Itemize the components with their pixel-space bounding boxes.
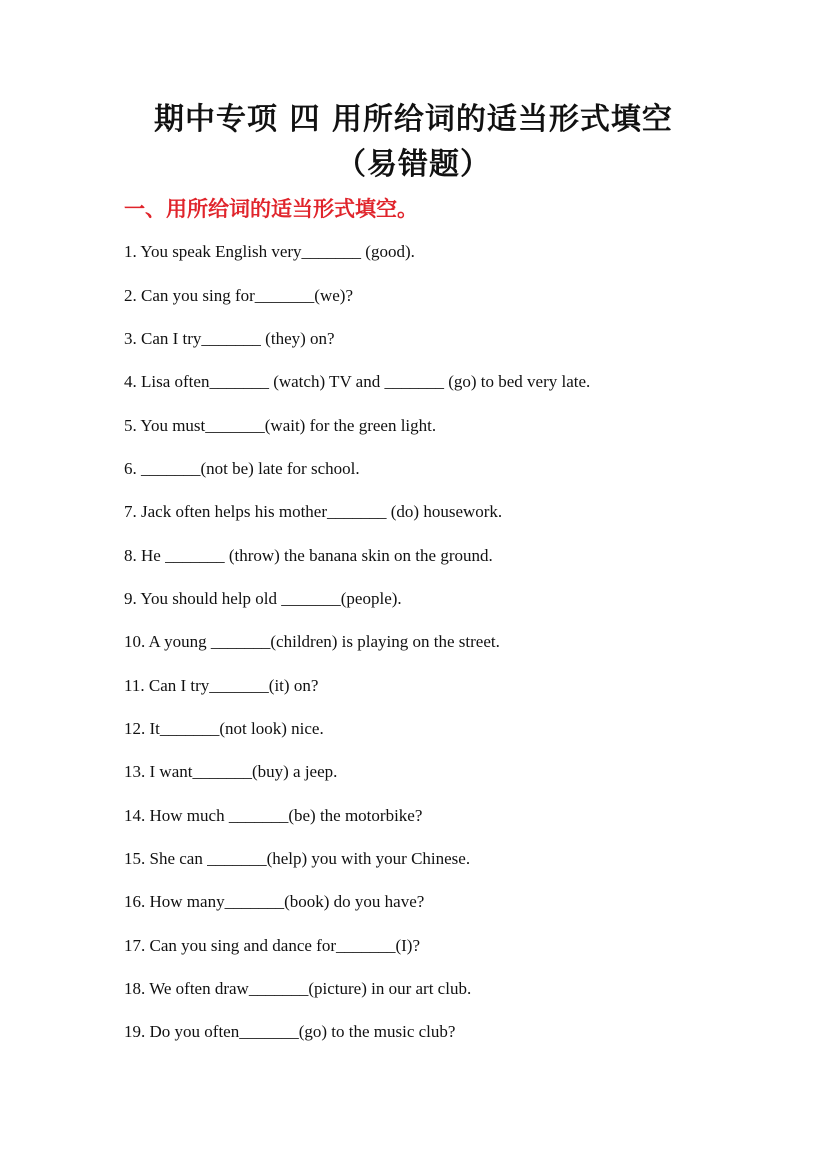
- question-18: 18. We often draw_______(picture) in our art club.: [124, 979, 472, 998]
- question-3: 3. Can I try_______ (they) on?: [124, 329, 335, 348]
- question-2: 2. Can you sing for_______(we)?: [124, 286, 353, 305]
- question-13: 13. I want_______(buy) a jeep.: [124, 762, 338, 781]
- question-14: 14. How much _______(be) the motorbike?: [124, 806, 423, 825]
- section-heading: 一、用所给词的适当形式填空。: [124, 196, 418, 221]
- question-7: 7. Jack often helps his mother_______ (do) housework.: [124, 502, 503, 521]
- question-8: 8. He _______ (throw) the banana skin on the ground.: [124, 546, 493, 565]
- question-12: 12. It_______(not look) nice.: [124, 719, 324, 738]
- question-6: 6. _______(not be) late for school.: [124, 459, 360, 478]
- question-1: 1. You speak English very_______ (good).: [124, 242, 415, 261]
- question-16: 16. How many_______(book) do you have?: [124, 892, 425, 911]
- question-5: 5. You must_______(wait) for the green light.: [124, 416, 437, 435]
- page-title: 期中专项 四 用所给词的适当形式填空: [154, 102, 673, 137]
- question-10: 10. A young _______(children) is playing on the street.: [124, 632, 500, 651]
- page-subtitle: （易错题）: [336, 147, 491, 182]
- question-17: 17. Can you sing and dance for_______(I)?: [124, 936, 421, 955]
- question-9: 9. You should help old _______(people).: [124, 589, 402, 608]
- question-19: 19. Do you often_______(go) to the music club?: [124, 1022, 456, 1041]
- question-15: 15. She can _______(help) you with your Chinese.: [124, 849, 471, 868]
- question-4: 4. Lisa often_______ (watch) TV and _______ (go) to bed very late.: [124, 372, 591, 391]
- question-11: 11. Can I try_______(it) on?: [124, 676, 319, 695]
